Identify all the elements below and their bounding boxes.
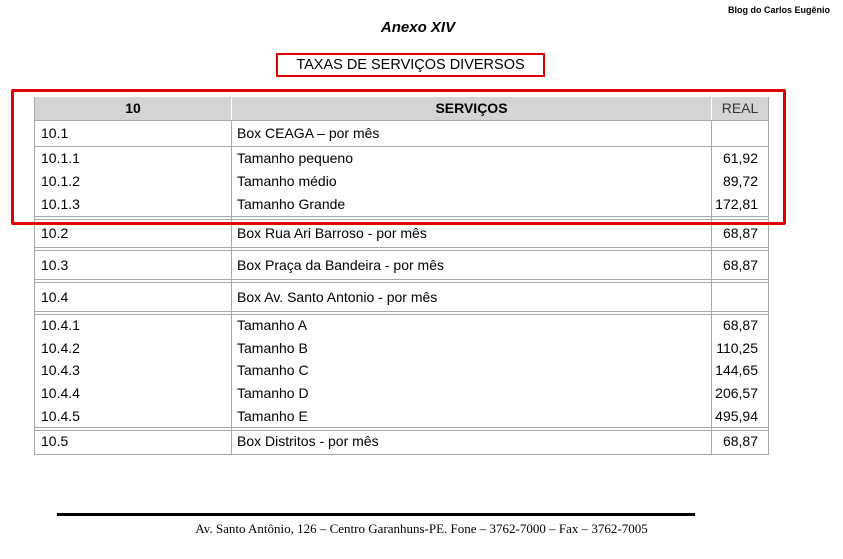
table-row-service: Box Distritos - por mês: [237, 433, 379, 449]
header-code: 10: [125, 100, 141, 116]
table-row-value: 89,72: [722, 173, 758, 189]
table-row-value: 68,87: [722, 257, 758, 273]
table-row-code: 10.2: [41, 225, 69, 241]
table-row-service: Tamanho C: [237, 362, 309, 378]
table-row-value: 68,87: [722, 433, 758, 449]
table-row-value: 495,94: [715, 408, 758, 424]
grid-line: [34, 430, 769, 431]
table-row-code: 10.4.4: [41, 385, 80, 401]
highlight-frame: [11, 89, 786, 225]
table-row-code: 10.4.5: [41, 408, 80, 424]
table-row-code: 10.1.1: [41, 150, 80, 166]
table-row-code: 10.3: [41, 257, 69, 273]
table-row-value: 110,25: [716, 340, 758, 356]
table-row-service: Tamanho Grande: [237, 196, 346, 212]
table-row-code: 10.4.1: [41, 317, 80, 333]
table-row-code: 10.4.2: [41, 340, 80, 356]
table-row-service: Tamanho médio: [237, 173, 337, 189]
table-row-code: 10.1: [41, 125, 69, 141]
table-row-service: Box Rua Ari Barroso - por mês: [237, 225, 427, 241]
table-subtitle: TAXAS DE SERVIÇOS DIVERSOS: [296, 57, 525, 73]
grid-line: [34, 247, 769, 248]
table-row-code: 10.5: [41, 433, 69, 449]
table-row-code: 10.4: [41, 289, 69, 305]
header-service: SERVIÇOS: [435, 100, 508, 116]
header-value: REAL: [721, 100, 759, 116]
table-row-service: Tamanho D: [237, 385, 309, 401]
grid-line: [34, 250, 769, 251]
footer-address: Av. Santo Antônio, 126 – Centro Garanhuns-PE. Fone – 3762-7000 – Fax – 3762-7005: [195, 521, 648, 536]
grid-line: [34, 427, 769, 428]
grid-line: [34, 314, 769, 315]
blog-label: Blog do Carlos Eugênio: [728, 5, 831, 15]
table-row-value: 68,87: [722, 317, 758, 333]
footer-divider: [57, 513, 695, 516]
table-row-code: 10.1.3: [41, 196, 80, 212]
table-row-code: 10.4.3: [41, 362, 80, 378]
table-row-code: 10.1.2: [41, 173, 80, 189]
table-row-service: Box CEAGA – por mês: [237, 125, 380, 141]
grid-line: [34, 279, 769, 280]
grid-line: [34, 311, 769, 312]
table-row-service: Box Av. Santo Antonio - por mês: [237, 289, 438, 305]
table-row-value: 144,65: [715, 362, 758, 378]
annex-title: Anexo XIV: [380, 19, 456, 36]
table-row-service: Tamanho E: [237, 408, 308, 424]
table-row-value: 206,57: [715, 385, 758, 401]
grid-line: [34, 282, 769, 283]
table-row-service: Tamanho pequeno: [237, 150, 353, 166]
table-row-service: Box Praça da Bandeira - por mês: [237, 257, 444, 273]
table-row-value: 68,87: [722, 225, 758, 241]
table-row-value: 61,92: [722, 150, 758, 166]
table-row-service: Tamanho A: [237, 317, 308, 333]
table-row-service: Tamanho B: [237, 340, 308, 356]
grid-line: [34, 454, 769, 455]
table-row-value: 172,81: [715, 196, 758, 212]
